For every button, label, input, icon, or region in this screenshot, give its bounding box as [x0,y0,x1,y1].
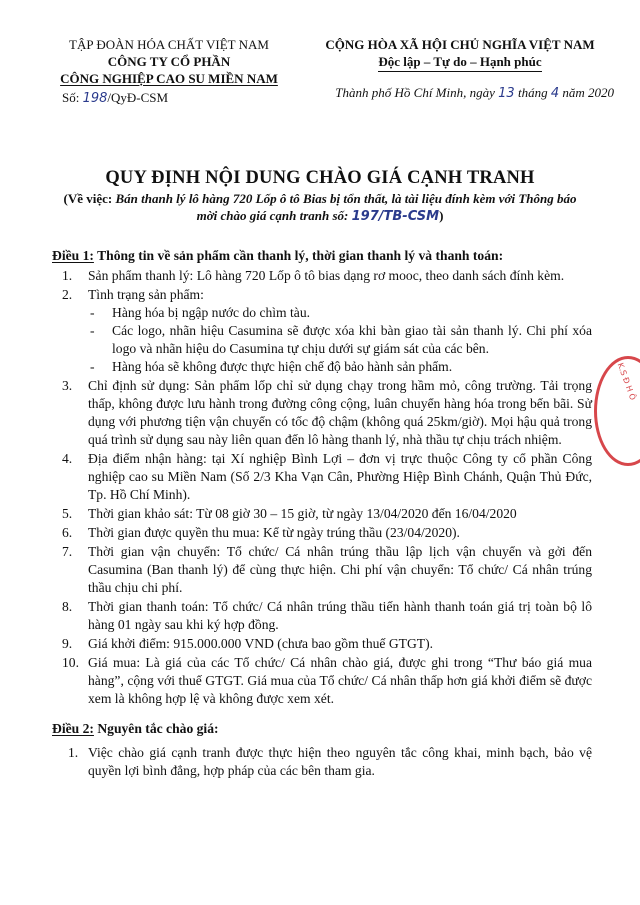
article1-heading [52,247,592,265]
doc-no-label: Số: [62,90,80,105]
issuer-block [44,36,294,107]
red-seal-stamp [594,356,640,466]
national-header [300,36,620,102]
article1-title: Thông tin về sản phẩm cần thanh lý, thời gian thanh lý và thanh toán: [97,248,504,263]
subtitle-subject: Bán thanh lý lô hàng 720 Lốp ô tô Bias bị tổn thất, là tài liệu đính kèm với Thông báo mời chào giá cạnh tranh số: [115,191,577,223]
date-year: năm 2020 [562,85,614,100]
company-name-line1: CÔNG TY CỔ PHẦN [107,54,231,69]
national-motto: Độc lập – Tự do – Hạnh phúc [378,53,541,72]
article2-label: Điều 2: [52,721,94,736]
list-item: 7. Thời gian vận chuyển: Tổ chức/ Cá nhân trúng thầu lập lịch vận chuyển và gởi đến Casumina (Ban thanh lý) để cùng thực hiện. Chi phí vận chuyển: Tổ chức/ Cá nhân trúng thầu chịu chi phí. [62,544,592,595]
document-number [44,89,294,107]
list-item: 10. Giá mua: Là giá của các Tổ chức/ Cá nhân chào giá, được ghi trong “Thư báo giá mua hàng”, cộng với thuế GTGT. Giá mua của Tổ chức/ Cá nhân thấp hơn giá khởi điểm sẽ được xem là không hợp lệ và không được xem xét. [62,655,592,706]
article1-label: Điều 1: [52,248,94,263]
article2-heading [52,720,592,738]
document-subtitle [60,190,580,225]
date-month-label: tháng [517,85,548,100]
date-prefix: Thành phố Hồ Chí Minh, ngày [335,85,495,100]
country-name: CỘNG HÒA XÃ HỘI CHỦ NGHĨA VIỆT NAM [325,37,595,52]
subtitle-ref-handwritten: 197/TB-CSM [351,209,440,224]
list-item: 8. Thời gian thanh toán: Tổ chức/ Cá nhân trúng thầu tiến hành thanh toán giá trị toàn bộ lô hàng 01 ngày sau khi ký hợp đồng. [62,599,592,632]
list-item: 1. Sản phẩm thanh lý: Lô hàng 720 Lốp ô tô bias dạng rơ mooc, theo danh sách đính kèm. [62,268,565,283]
date-line [300,84,620,102]
sub-item: - Hàng hóa bị ngập nước do chìm tàu. [88,304,592,322]
subtitle-open: (Về việc: [63,191,113,206]
list-item: 2. Tình trạng sản phẩm: - Hàng hóa bị ngập nước do chìm tàu. - Các logo, nhãn hiệu Casumina sẽ được xóa khi bàn giao tài sản thanh lý. Chi phí xóa logo và nhãn hiệu do Casumina tự chịu dưới sự giám sát của các bên. - Hàng hóa sẽ không được thực hiện chế độ bảo hành sản phẩm. [52,286,592,376]
article2-list [52,744,592,780]
article2-section [52,720,592,780]
article2-title: Nguyên tắc chào giá: [97,721,219,736]
article1-list [52,267,592,708]
doc-no-suffix: /QyĐ-CSM [107,90,169,105]
document-title: QUY ĐỊNH NỘI DUNG CHÀO GIÁ CẠNH TRANH [105,168,535,188]
list-item: 3. Chỉ định sử dụng: Sản phẩm lốp chỉ sử dụng chạy trong hầm mỏ, công trường. Tải trọng thấp, không được lưu hành trong đường công cộng, luân chuyển hàng hóa trong bến bãi. Sử dụng với phương tiện vận chuyển có tốc độ chậm (không quá 25km/giờ). Mọi hậu quả trong quá trình sử dụng sau này liên quan đến lô hàng thanh lý, nhà thầu tự chịu trách nhiệm. [62,378,592,447]
group-name: TẬP ĐOÀN HÓA CHẤT VIỆT NAM [69,37,269,52]
date-month: 4 [550,86,560,101]
date-day: 13 [498,86,515,101]
list-item: 6. Thời gian được quyền thu mua: Kể từ ngày trúng thầu (23/04/2020). [62,525,460,540]
subtitle-close: ) [439,208,444,223]
condition-sublist [88,304,592,376]
list-item: 9. Giá khởi điểm: 915.000.000 VND (chưa bao gồm thuế GTGT). [62,636,434,651]
list-item: 1. Việc chào giá cạnh tranh được thực hiện theo nguyên tắc công khai, minh bạch, bảo vệ quyền lợi bình đẳng, hợp pháp của các bên tham gia. [68,745,592,778]
stamp-text: K.S Đ H Ô [615,361,638,402]
list-item: 5. Thời gian khảo sát: Từ 08 giờ 30 – 15 giờ, từ ngày 13/04/2020 đến 16/04/2020 [62,506,517,521]
list-item: 4. Địa điểm nhận hàng: tại Xí nghiệp Bình Lợi – đơn vị trực thuộc Công ty cổ phần Công nghiệp cao su Miền Nam (Số 2/3 Kha Vạn Cân, Phường Hiệp Bình Chánh, Quận Thủ Đức, Tp. Hồ Chí Minh). [62,451,592,502]
document-body [52,247,592,781]
sub-item: - Hàng hóa sẽ không được thực hiện chế độ bảo hành sản phẩm. [88,358,592,376]
company-name-line2: CÔNG NGHIỆP CAO SU MIỀN NAM [60,71,278,86]
sub-item: - Các logo, nhãn hiệu Casumina sẽ được xóa khi bàn giao tài sản thanh lý. Chi phí xóa logo và nhãn hiệu do Casumina tự chịu dưới sự giám sát của các bên. [88,322,592,358]
doc-no-handwritten: 198 [82,91,108,106]
